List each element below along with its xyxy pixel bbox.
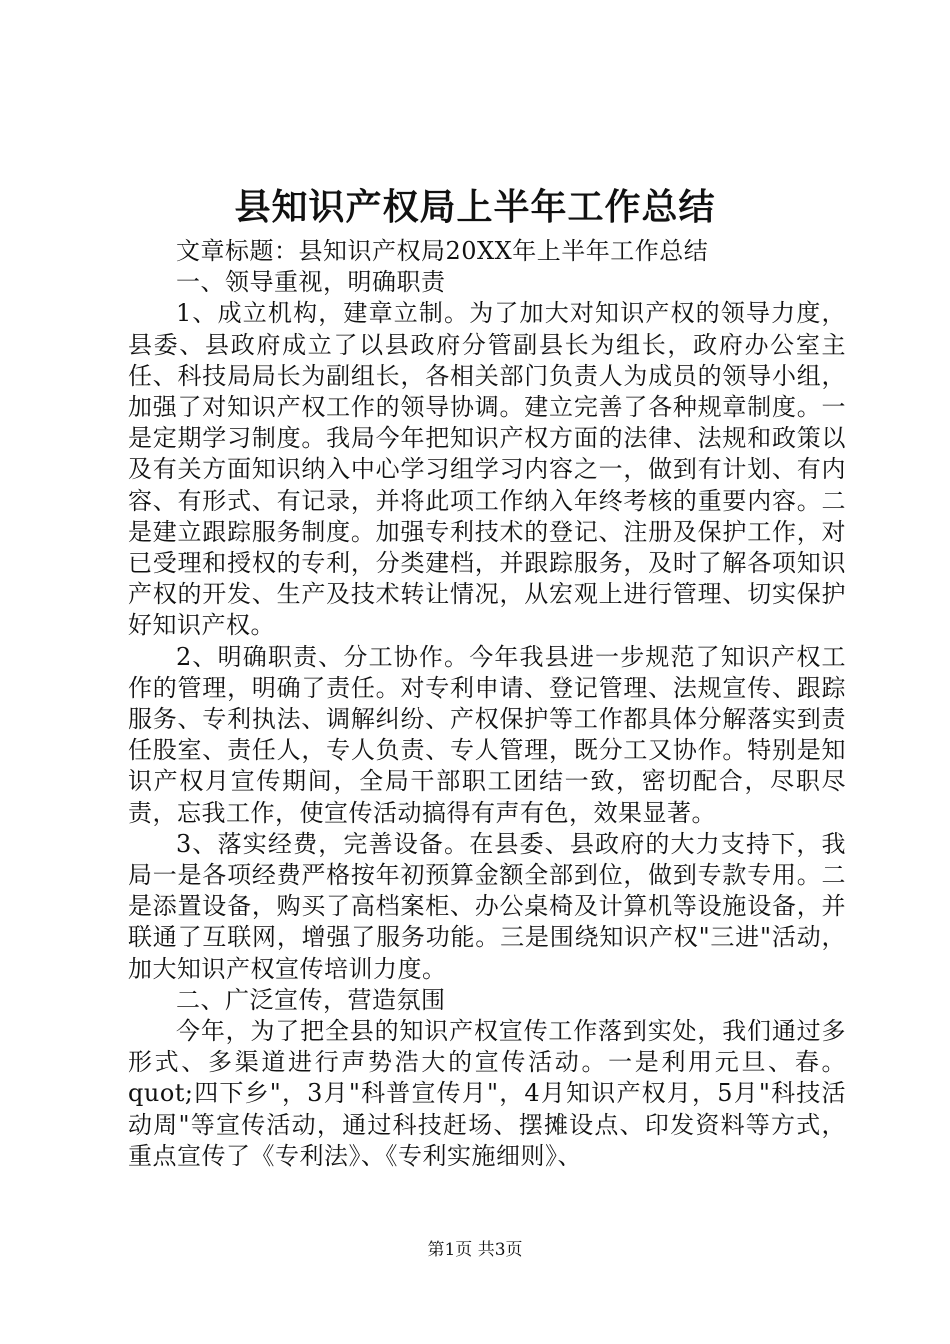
document-title: 县知识产权局上半年工作总结 bbox=[234, 186, 716, 228]
section-heading-1: 一、领导重视，明确职责 bbox=[176, 268, 446, 297]
page-number-label: 第1页 共3页 bbox=[427, 1240, 523, 1260]
paragraph-1: 1、成立机构，建章立制。为了加大对知识产权的领导力度，县委、县政府成立了以县政府分管副县长为组长，政府办公室主任、科技局局长为副组长，各相关部门负责人为成员的领导小组，加强了对知识产权工作的领导协调。建立完善了各种规章制度。一是定期学习制度。我局今年把知识产权方面的法律、法规和政策以及有关方面知识纳入中心学习组学习内容之一，做到有计划、有内容、有形式、有记录，并将此项工作纳入年终考核的重要内容。二是建立跟踪服务制度。加强专利技术的登记、注册及保护工作，对已受理和授权的专利，分类建档，并跟踪服务，及时了解各项知识产权的开发、生产及技术转让情况，从宏观上进行管理、切实保护好知识产权。 bbox=[128, 299, 846, 640]
paragraph-2: 2、明确职责、分工协作。今年我县进一步规范了知识产权工作的管理，明确了责任。对专利申请、登记管理、法规宣传、跟踪服务、专利执法、调解纠纷、产权保护等工作都具体分解落实到责任股室、责任人，专人负责、专人管理，既分工又协作。特别是知识产权月宣传期间，全局干部职工团结一致，密切配合，尽职尽责，忘我工作，使宣传活动搞得有声有色，效果显著。 bbox=[128, 642, 846, 827]
paragraph-3: 3、落实经费，完善设备。在县委、县政府的大力支持下，我局一是各项经费严格按年初预算金额全部到位，做到专款专用。二是添置设备，购买了高档案柜、办公桌椅及计算机等设施设备，并联通了互联网，增强了服务功能。三是围绕知识产权"三进"活动，加大知识产权宣传培训力度。 bbox=[128, 829, 846, 983]
section-heading-2: 二、广泛宣传，营造氛围 bbox=[176, 985, 446, 1014]
document-body bbox=[128, 236, 846, 1172]
paragraph-4: 今年，为了把全县的知识产权宣传工作落到实处，我们通过多形式、多渠道进行声势浩大的宣传活动。一是利用元旦、春。quot;四下乡"，3月"科普宣传月"，4月知识产权月，5月"科技活动周"等宣传活动，通过科技赶场、摆摊设点、印发资料等方式，重点宣传了《专利法》、《专利实施细则》、 bbox=[128, 1017, 846, 1170]
page-footer bbox=[0, 1239, 950, 1261]
article-title-line: 文章标题：县知识产权局20XX年上半年工作总结 bbox=[176, 237, 709, 265]
